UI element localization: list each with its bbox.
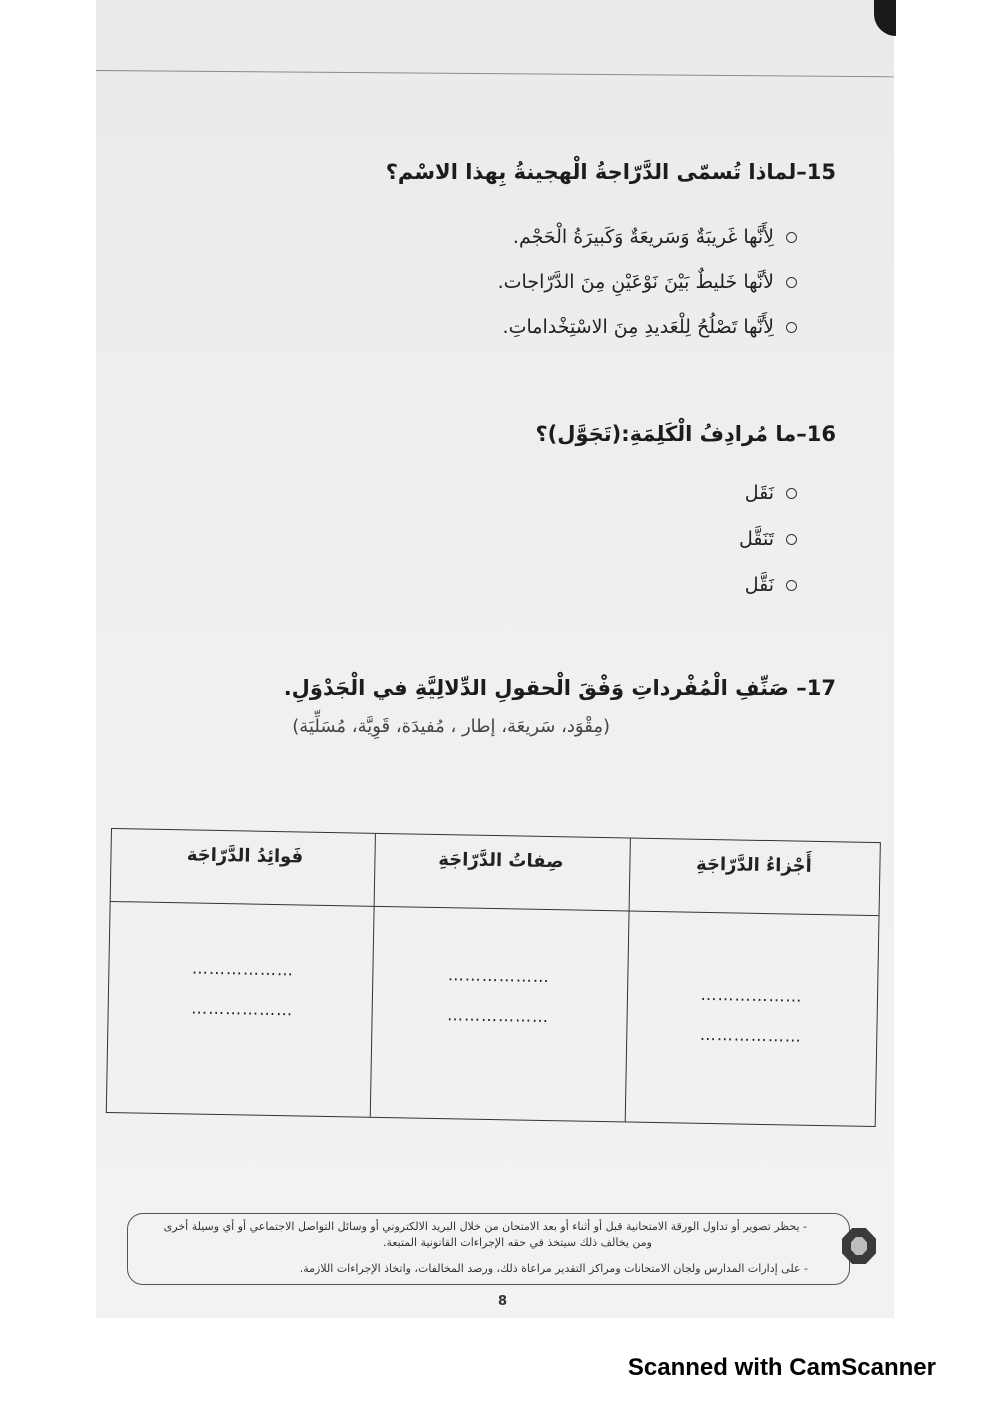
q15-option-3-text: لِأَنَّها تَصْلُحُ لِلْعَديدِ مِنَ الاسْتِخْداماتِ. — [502, 316, 774, 338]
footer-line-1: - يحظر تصوير أو تداول الورقة الامتحانية قبل أو أثناء أو بعد الامتحان من خلال البريد الالكتروني أو وسائل التواصل الاجتماعي أو أي وسيلة أخرى — [163, 1220, 807, 1233]
q16-option-1-text: نَقَل — [744, 482, 774, 504]
classification-table — [106, 828, 881, 1127]
q16-option-2[interactable] — [739, 528, 797, 550]
q16-option-1[interactable] — [745, 482, 797, 504]
radio-circle-icon[interactable] — [786, 232, 797, 243]
table-header-parts: أَجْزاءُ الدَّرّاجَةِ — [695, 853, 812, 877]
answer-blank-parts-1[interactable]: ……………… — [700, 984, 803, 1006]
question-15: 15–لماذا تُسمّى الدَّرّاجةُ الْهجينةُ بِهذا الاسْم؟ — [385, 160, 836, 184]
q16-option-2-text: تَنَقَّل — [738, 528, 774, 550]
radio-circle-icon[interactable] — [786, 534, 797, 545]
question-17: 17– صَنِّفِ الْمُفْرداتِ وَفْقَ الْحقولِ الدِّلالِيَّةِ في الْجَدْوَلِ. — [283, 676, 836, 700]
q15-option-2-text: لأنَّها خَليطٌ بَيْنَ نَوْعَيْنِ مِنَ الدَّرّاجات. — [497, 271, 774, 293]
table-header-features: صِفاتُ الدَّرّاجَةِ — [438, 849, 564, 873]
q16-option-3-text: نَقَّل — [744, 574, 774, 596]
radio-circle-icon[interactable] — [786, 322, 797, 333]
table-header-benefits: فَوائِدُ الدَّرّاجَة — [186, 844, 304, 868]
q15-option-1-text: لِأَنَّها غَريبَةٌ وَسَريعَةٌ وَكَبيرَةُ الْحَجْم. — [512, 226, 774, 248]
answer-blank-benefits-1[interactable]: ……………… — [191, 958, 295, 980]
q17-word-list: (مِقْوَد، سَريعَة، إطار ، مُفيدَة، قَوِيَّة، مُسَلِّيَة) — [292, 716, 610, 737]
q15-option-1[interactable] — [513, 226, 797, 248]
scanner-watermark: Scanned with CamScanner — [627, 1354, 936, 1381]
radio-circle-icon[interactable] — [786, 488, 797, 499]
answer-blank-benefits-2[interactable]: ……………… — [191, 998, 294, 1020]
answer-blank-features-2[interactable]: ……………… — [446, 1005, 550, 1027]
question-16: 16–ما مُرادِفُ الْكَلِمَةِ:(تَجَوَّل)؟ — [535, 422, 836, 446]
radio-circle-icon[interactable] — [786, 580, 797, 591]
footer-line-3: - على إدارات المدارس ولجان الامتحانات ومراكز التقدير مراعاة ذلك، ورصد المخالفات، واتخاذ الإجراءات اللازمة. — [299, 1262, 808, 1275]
table-header-divider — [111, 901, 879, 916]
q16-option-3[interactable] — [745, 574, 797, 596]
answer-blank-parts-2[interactable]: ……………… — [699, 1024, 802, 1046]
footer-line-2: ومن يخالف ذلك سيتخذ في حقه الإجراءات القانونية المتبعة. — [382, 1236, 652, 1249]
page-number: 8 — [498, 1294, 508, 1309]
radio-circle-icon[interactable] — [786, 277, 797, 288]
answer-blank-features-1[interactable]: ……………… — [447, 965, 551, 987]
q15-option-2[interactable] — [498, 271, 797, 293]
q15-option-3[interactable] — [503, 316, 797, 338]
